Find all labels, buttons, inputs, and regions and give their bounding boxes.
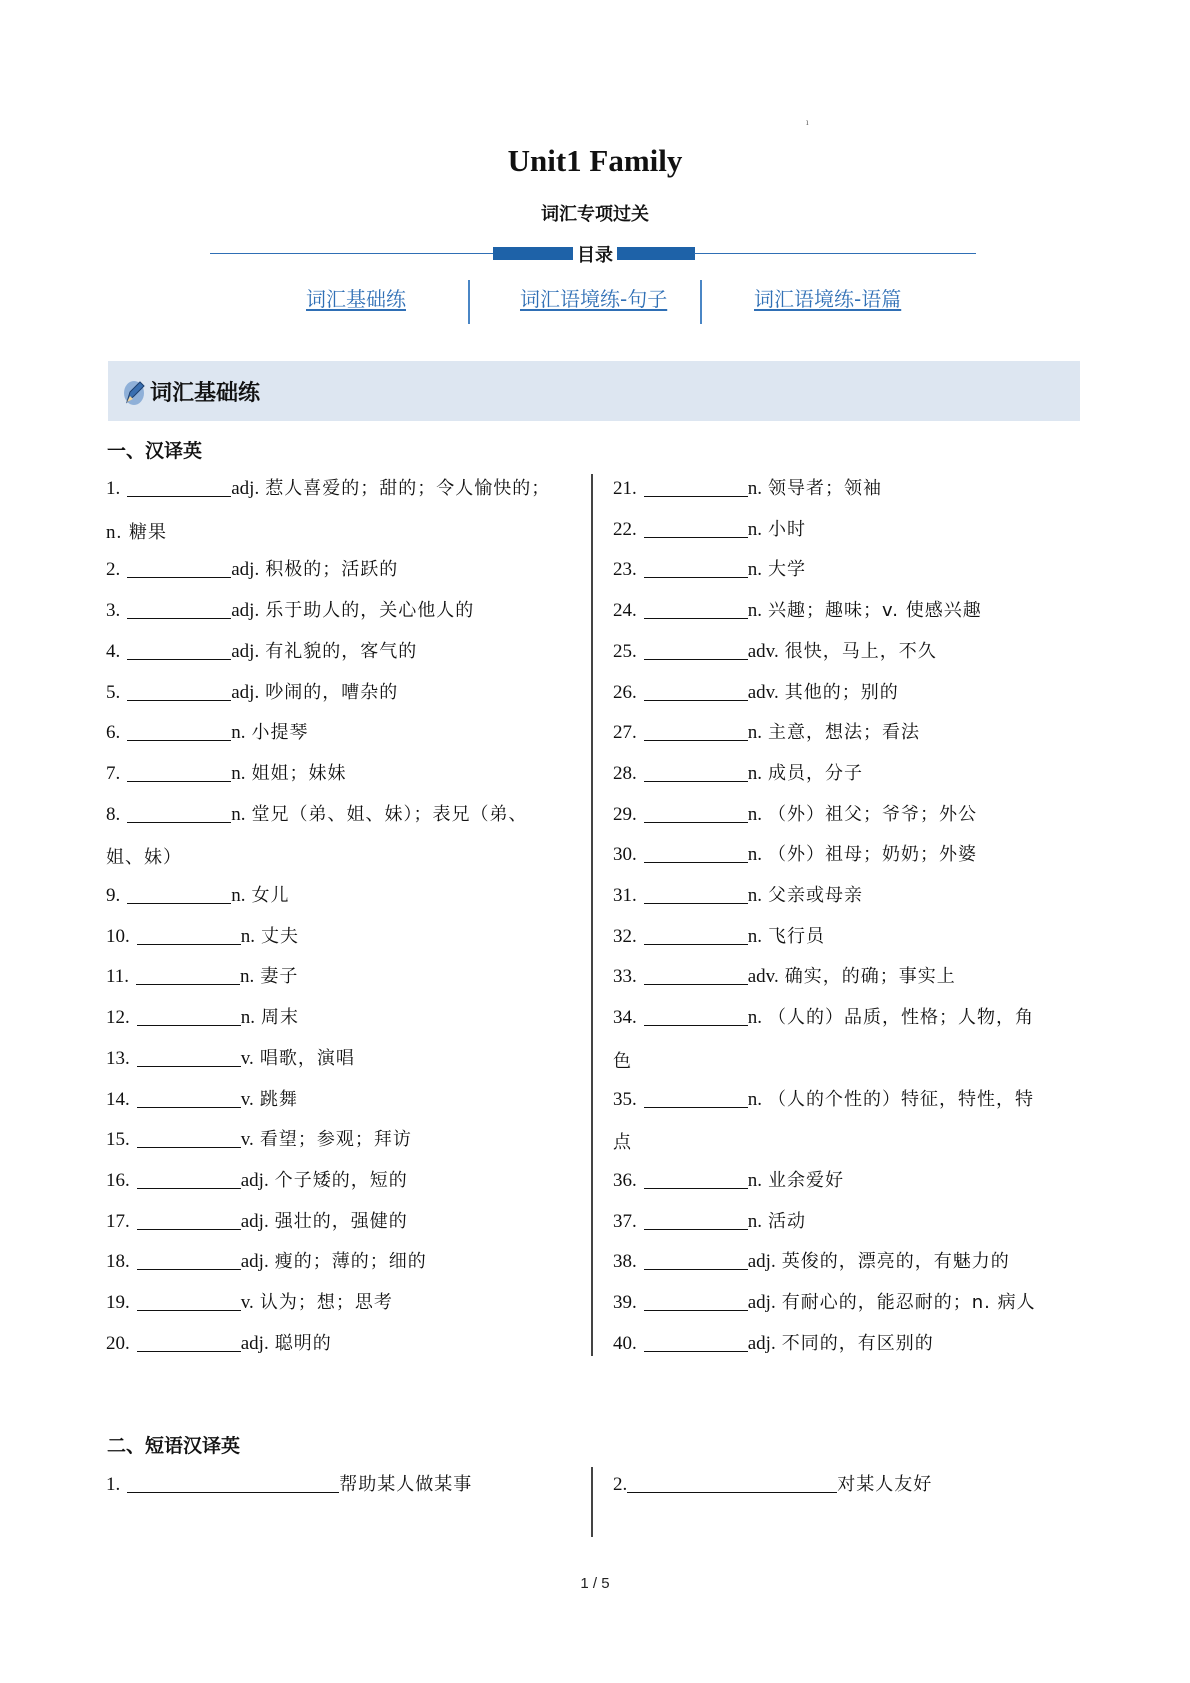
item-number: 38. — [613, 1251, 637, 1272]
page-subtitle: 词汇专项过关 — [541, 204, 649, 225]
item-meaning: 对某人友好 — [837, 1474, 933, 1495]
item-number: 7. — [106, 763, 121, 784]
vocab-item — [106, 1210, 408, 1233]
item-number: 24. — [613, 600, 637, 621]
vocab-item — [106, 599, 474, 622]
vocab-item — [613, 762, 863, 785]
answer-blank[interactable] — [137, 1006, 241, 1026]
item-number: 6. — [106, 722, 121, 743]
answer-blank[interactable] — [644, 884, 748, 904]
item-number: 40. — [613, 1333, 637, 1354]
vocab-item — [106, 1006, 299, 1029]
vocab-item — [613, 558, 806, 581]
part-of-speech: adj. — [231, 641, 260, 662]
item-meaning: 姐姐；妹妹 — [251, 763, 347, 784]
vocab-item — [613, 1332, 934, 1355]
item-number: 35. — [613, 1089, 637, 1110]
part-of-speech: adj. — [231, 600, 260, 621]
item-number: 27. — [613, 722, 637, 743]
item-number: 18. — [106, 1251, 130, 1272]
item-number: 39. — [613, 1292, 637, 1313]
part-of-speech: adj. — [231, 682, 260, 703]
item-number: 31. — [613, 885, 637, 906]
answer-blank[interactable] — [644, 518, 748, 538]
part-of-speech: n. — [747, 478, 762, 499]
vocab-item — [106, 925, 299, 948]
vocab-item — [106, 884, 290, 907]
vocab-item — [106, 1332, 332, 1355]
phrase-item — [613, 1473, 932, 1496]
vocab-item — [613, 681, 899, 704]
item-number: 34. — [613, 1007, 637, 1028]
item-meaning-continued: 色 — [613, 1051, 632, 1072]
item-meaning: 飞行员 — [768, 926, 826, 947]
item-number: 12. — [106, 1007, 130, 1028]
toc-bar-left — [493, 247, 575, 260]
part-of-speech: n. — [747, 763, 762, 784]
answer-blank[interactable] — [644, 1088, 748, 1108]
answer-blank[interactable] — [644, 681, 748, 701]
item-number: 20. — [106, 1333, 130, 1354]
answer-blank[interactable] — [137, 1047, 241, 1067]
answer-blank[interactable] — [127, 762, 231, 782]
item-number: 36. — [613, 1170, 637, 1191]
part-of-speech: n. — [240, 966, 255, 987]
part-of-speech: n. — [240, 926, 255, 947]
item-number: 26. — [613, 682, 637, 703]
vocab-item — [106, 762, 347, 785]
answer-blank[interactable] — [127, 599, 231, 619]
answer-blank[interactable] — [136, 965, 240, 985]
toc-separator — [468, 280, 470, 324]
item-number: 8. — [106, 804, 121, 825]
item-number: 23. — [613, 559, 637, 580]
answer-blank[interactable] — [644, 640, 748, 660]
toc-bar-right — [615, 247, 695, 260]
phrase-item — [106, 1473, 472, 1496]
item-number: 17. — [106, 1211, 130, 1232]
answer-blank[interactable] — [127, 558, 231, 578]
part-of-speech: adj. — [240, 1170, 269, 1191]
answer-blank[interactable] — [644, 558, 748, 578]
answer-blank[interactable] — [644, 721, 748, 741]
answer-blank[interactable] — [137, 1332, 241, 1352]
item-meaning: 有礼貌的，客气的 — [265, 641, 418, 662]
answer-blank[interactable] — [644, 477, 748, 497]
toc-rule-left — [210, 253, 496, 254]
item-number: 28. — [613, 763, 637, 784]
part-of-speech: v. — [240, 1089, 254, 1110]
item-meaning: 业余爱好 — [768, 1170, 845, 1191]
answer-blank[interactable] — [644, 1210, 748, 1230]
item-meaning: （外）祖母；奶奶；外婆 — [768, 844, 978, 865]
answer-blank[interactable] — [644, 925, 748, 945]
vocab-item — [613, 477, 882, 500]
answer-blank[interactable] — [644, 1250, 748, 1270]
item-meaning: 堂兄（弟、姐、妹）；表兄（弟、 — [251, 804, 528, 825]
item-number: 3. — [106, 600, 121, 621]
vocab-item — [613, 965, 956, 988]
answer-blank[interactable] — [137, 925, 241, 945]
part-of-speech: n. — [747, 926, 762, 947]
item-number: 10. — [106, 926, 130, 947]
answer-blank[interactable] — [644, 843, 748, 863]
part-of-speech: n. — [231, 763, 246, 784]
vocab-item — [106, 640, 417, 663]
item-meaning: 小时 — [768, 519, 807, 540]
answer-blank[interactable] — [127, 884, 231, 904]
item-number: 29. — [613, 804, 637, 825]
vocab-item — [613, 1169, 844, 1192]
item-meaning: 看望；参观；拜访 — [259, 1129, 412, 1150]
toc-link-sentence[interactable]: 词汇语境练-句子 — [520, 287, 668, 311]
item-meaning: 不同的，有区别的 — [781, 1333, 934, 1354]
item-meaning: 小提琴 — [251, 722, 309, 743]
part2-heading: 二、短语汉译英 — [107, 1435, 241, 1457]
answer-blank[interactable] — [627, 1473, 837, 1493]
part-of-speech: n. — [747, 600, 762, 621]
part-of-speech: adj. — [747, 1251, 776, 1272]
item-number: 4. — [106, 641, 121, 662]
item-meaning: 周末 — [261, 1007, 300, 1028]
part-of-speech: adj. — [240, 1333, 269, 1354]
answer-blank[interactable] — [137, 1291, 241, 1311]
item-meaning: 积极的；活跃的 — [265, 559, 399, 580]
item-number: 5. — [106, 682, 121, 703]
answer-blank[interactable] — [127, 1473, 339, 1493]
vocab-item — [613, 721, 920, 744]
item-meaning: 领导者；领袖 — [768, 478, 883, 499]
vocab-item — [613, 1250, 1010, 1273]
toc-link-basic[interactable]: 词汇基础练 — [306, 287, 406, 311]
vocab-item — [613, 884, 863, 907]
item-meaning: 瘦的；薄的；细的 — [274, 1251, 427, 1272]
answer-blank[interactable] — [644, 1169, 748, 1189]
item-meaning: 父亲或母亲 — [768, 885, 864, 906]
item-meaning: 强壮的，强健的 — [274, 1211, 408, 1232]
part-of-speech: n. — [747, 722, 762, 743]
item-meaning: 惹人喜爱的；甜的；令人愉快的； — [265, 478, 551, 499]
answer-blank[interactable] — [127, 640, 231, 660]
item-number: 15. — [106, 1129, 130, 1150]
item-number: 2. — [106, 559, 121, 580]
part-of-speech: v. — [240, 1292, 254, 1313]
item-meaning: 成员，分子 — [768, 763, 864, 784]
part-of-speech: n. — [747, 1211, 762, 1232]
item-meaning-continued: 点 — [613, 1132, 632, 1153]
answer-blank[interactable] — [644, 599, 748, 619]
part-of-speech: n. — [747, 844, 762, 865]
item-number: 1. — [106, 1474, 121, 1495]
part-of-speech: n. — [747, 519, 762, 540]
part-of-speech: n. — [240, 1007, 255, 1028]
part-of-speech: adj. — [231, 559, 260, 580]
vocab-item — [106, 965, 298, 988]
vocab-item — [106, 721, 309, 744]
section-title: 词汇基础练 — [150, 381, 261, 406]
part-of-speech: n. — [747, 1089, 762, 1110]
part-of-speech: n. — [231, 804, 246, 825]
item-meaning: 英俊的，漂亮的，有魅力的 — [781, 1251, 1010, 1272]
part-of-speech: adj. — [240, 1251, 269, 1272]
vocab-item — [613, 925, 825, 948]
item-meaning: 妻子 — [260, 966, 299, 987]
column-divider — [591, 1467, 593, 1537]
vocab-item — [613, 640, 937, 663]
vocab-item — [106, 477, 550, 500]
vocab-item — [106, 1250, 427, 1273]
vocab-item — [613, 1088, 1034, 1111]
page-title: Unit1 Family — [507, 143, 683, 178]
answer-blank[interactable] — [644, 803, 748, 823]
part-of-speech: adj. — [747, 1333, 776, 1354]
vocab-item — [106, 681, 398, 704]
vocab-item — [106, 1128, 412, 1151]
item-number: 33. — [613, 966, 637, 987]
item-number: 21. — [613, 478, 637, 499]
answer-blank[interactable] — [127, 477, 231, 497]
answer-blank[interactable] — [644, 762, 748, 782]
page-number: 1 / 5 — [580, 1575, 610, 1592]
answer-blank[interactable] — [644, 1332, 748, 1352]
answer-blank[interactable] — [127, 681, 231, 701]
item-number: 2. — [613, 1474, 628, 1495]
pencil-icon — [122, 378, 146, 406]
vocab-item — [613, 599, 982, 622]
item-meaning: 认为；想；思考 — [259, 1292, 393, 1313]
item-meaning-continued: 姐、妹） — [106, 847, 182, 868]
part-of-speech: n. — [747, 804, 762, 825]
part-of-speech: n. — [747, 885, 762, 906]
page-mark: ı — [806, 118, 809, 127]
item-meaning-continued: n. 糖果 — [106, 522, 167, 543]
item-meaning: 很快，马上，不久 — [784, 641, 937, 662]
vocab-item — [106, 1169, 408, 1192]
item-meaning: 大学 — [768, 559, 807, 580]
vocab-item — [613, 1291, 1036, 1314]
part-of-speech: adv. — [747, 682, 779, 703]
part-of-speech: n. — [231, 722, 246, 743]
vocab-item — [613, 843, 977, 866]
part-of-speech: n. — [747, 1007, 762, 1028]
part-of-speech: adv. — [747, 641, 779, 662]
part-of-speech: v. — [240, 1048, 254, 1069]
item-meaning: 聪明的 — [274, 1333, 332, 1354]
item-meaning: 有耐心的，能忍耐的；n. 病人 — [781, 1292, 1036, 1313]
item-number: 22. — [613, 519, 637, 540]
item-meaning: 帮助某人做某事 — [339, 1474, 473, 1495]
part-of-speech: adj. — [231, 478, 260, 499]
toc-label: 目录 — [573, 241, 617, 267]
item-meaning: 吵闹的，嘈杂的 — [265, 682, 399, 703]
vocab-item — [106, 1291, 393, 1314]
item-number: 13. — [106, 1048, 130, 1069]
part-of-speech: n. — [231, 885, 246, 906]
vocab-item — [613, 803, 977, 826]
answer-blank[interactable] — [127, 803, 231, 823]
vocab-item — [106, 1047, 355, 1070]
item-number: 9. — [106, 885, 121, 906]
item-number: 14. — [106, 1089, 130, 1110]
part-of-speech: n. — [106, 522, 123, 543]
answer-blank[interactable] — [137, 1169, 241, 1189]
item-number: 19. — [106, 1292, 130, 1313]
item-number: 16. — [106, 1170, 130, 1191]
vocab-item — [106, 803, 528, 826]
item-meaning: （人的个性的）特征，特性，特 — [768, 1089, 1035, 1110]
item-meaning: 兴趣；趣味；v. 使感兴趣 — [768, 600, 982, 621]
item-number: 32. — [613, 926, 637, 947]
answer-blank[interactable] — [137, 1250, 241, 1270]
item-number: 25. — [613, 641, 637, 662]
vocab-item — [613, 518, 806, 541]
item-meaning: 活动 — [768, 1211, 807, 1232]
toc-link-passage[interactable]: 词汇语境练-语篇 — [754, 287, 902, 311]
item-meaning: 确实，的确；事实上 — [784, 966, 956, 987]
part-of-speech: n. — [747, 559, 762, 580]
answer-blank[interactable] — [644, 1291, 748, 1311]
vocab-item — [106, 1088, 298, 1111]
vocab-item — [613, 1210, 806, 1233]
item-meaning: 丈夫 — [261, 926, 300, 947]
part1-heading: 一、汉译英 — [107, 440, 203, 462]
item-meaning: 唱歌，演唱 — [259, 1048, 355, 1069]
part-of-speech: adv. — [747, 966, 779, 987]
item-number: 37. — [613, 1211, 637, 1232]
toc-rule-right — [694, 253, 976, 254]
answer-blank[interactable] — [137, 1088, 241, 1108]
item-number: 1. — [106, 478, 121, 499]
vocab-item — [613, 1006, 1034, 1029]
column-divider — [591, 474, 593, 1356]
item-meaning: 其他的；别的 — [784, 682, 899, 703]
item-meaning: 乐于助人的，关心他人的 — [265, 600, 475, 621]
answer-blank[interactable] — [137, 1128, 241, 1148]
item-meaning: 个子矮的，短的 — [274, 1170, 408, 1191]
item-meaning: （人的）品质，性格；人物，角 — [768, 1007, 1035, 1028]
part-of-speech: adj. — [747, 1292, 776, 1313]
item-number: 11. — [106, 966, 130, 987]
part-of-speech: adj. — [240, 1211, 269, 1232]
answer-blank[interactable] — [137, 1210, 241, 1230]
item-meaning: （外）祖父；爷爷；外公 — [768, 804, 978, 825]
item-number: 30. — [613, 844, 637, 865]
vocab-item — [106, 558, 398, 581]
item-meaning: 主意，想法；看法 — [768, 722, 921, 743]
item-meaning: 女儿 — [251, 885, 290, 906]
toc-separator — [700, 280, 702, 324]
part-of-speech: v. — [240, 1129, 254, 1150]
part-of-speech: n. — [747, 1170, 762, 1191]
item-meaning: 跳舞 — [259, 1089, 298, 1110]
answer-blank[interactable] — [127, 721, 231, 741]
answer-blank[interactable] — [644, 965, 748, 985]
answer-blank[interactable] — [644, 1006, 748, 1026]
